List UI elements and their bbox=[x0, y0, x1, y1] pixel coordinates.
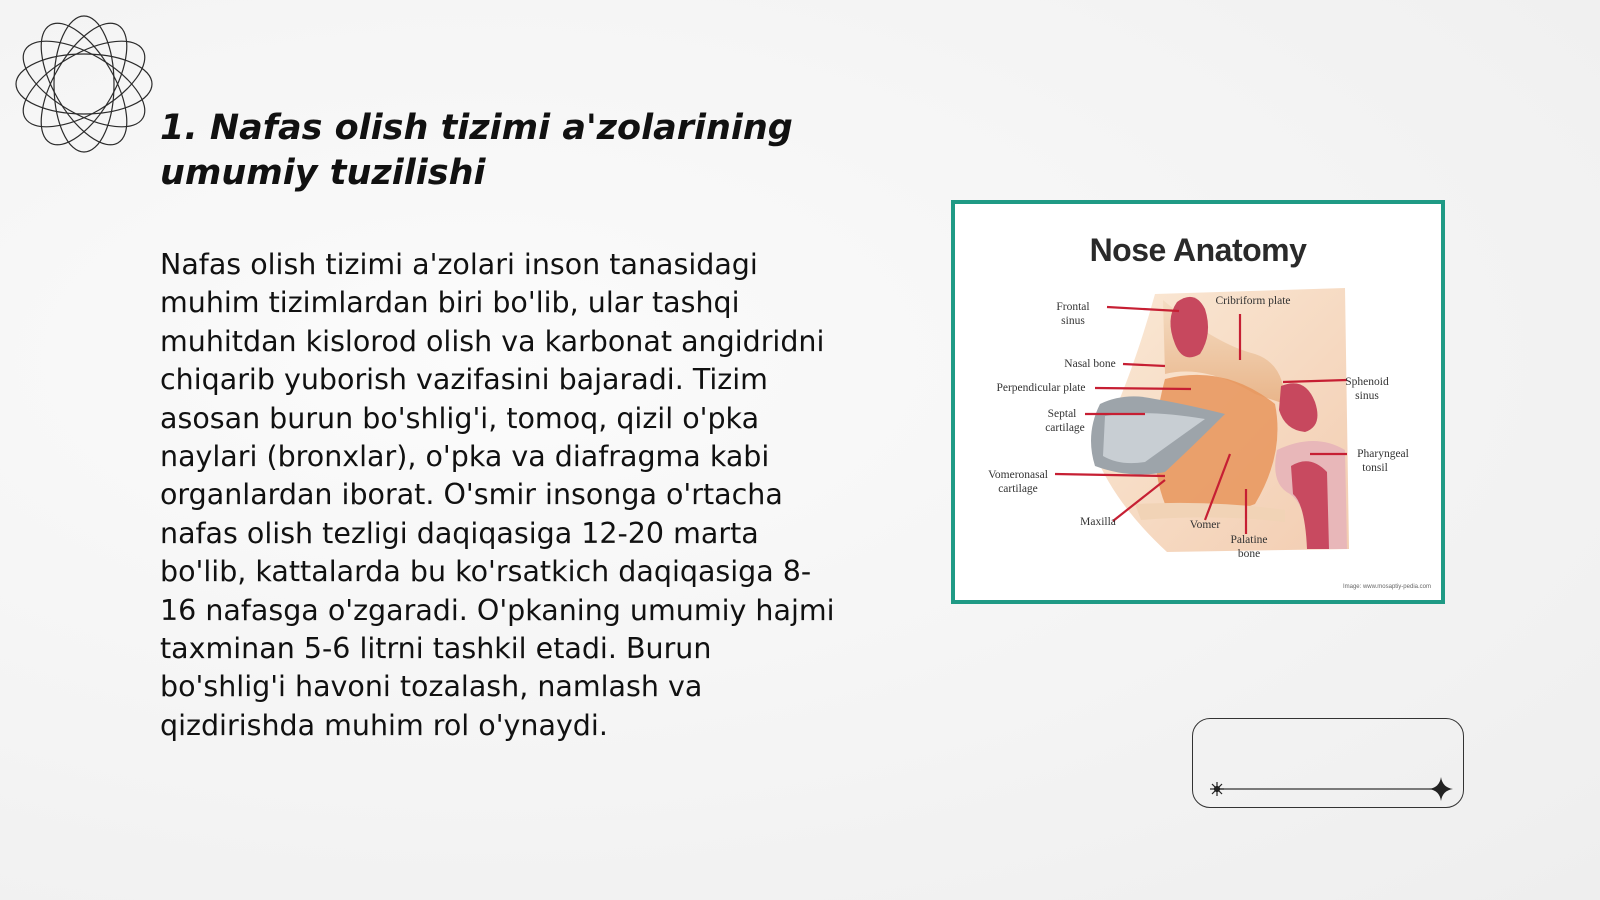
label-sphenoid-sinus-1: Sphenoid bbox=[1345, 376, 1389, 388]
figure-credit: Image: www.mosaptiy-pedia.com bbox=[1342, 584, 1431, 590]
label-perpendicular-plate: Perpendicular plate bbox=[996, 382, 1086, 394]
sparkle-star-icon bbox=[1429, 777, 1453, 801]
nose-anatomy-figure bbox=[951, 200, 1445, 604]
slide-body-text: Nafas olish tizimi a'zolari inson tanasidagi muhim tizimlardan biri bo'lib, ular tashqi muhitdan kislorod olish va karbonat angidridni chiqarib yuborish vazifasini bajaradi. Tizim asosan burun bo'shlig'i, tomoq, qizil o'pka naylari (bronxlar), o'pka va diafragma kabi organlardan iborat. O'smir insonga o'rtacha nafas olish tezligi daqiqasiga 12-20 marta bo'lib, kattalarda bu ko'rsatkich daqiqasiga 8-16 nafasga o'zgaradi. O'pkaning umumiy hajmi taxminan 5-6 litrni tashkil etadi. Burun bo'shlig'i havoni tozalash, namlash va qizdirishda muhim rol o'ynaydi. bbox=[160, 248, 835, 742]
label-nasal-bone: Nasal bone bbox=[1064, 358, 1116, 370]
label-pharyngeal-tonsil-1: Pharyngeal bbox=[1357, 448, 1409, 460]
label-frontal-sinus-2: sinus bbox=[1061, 315, 1085, 327]
slide-title: 1. Nafas olish tizimi a'zolarining umumiy tuzilishi bbox=[160, 108, 793, 193]
sunburst-icon bbox=[1210, 782, 1224, 796]
label-pharyngeal-tonsil-2: tonsil bbox=[1362, 462, 1388, 474]
label-vomeronasal-cartilage-1: Vomeronasal bbox=[988, 469, 1048, 481]
label-septal-cartilage-1: Septal bbox=[1047, 408, 1077, 420]
circle-knot-ornament-icon bbox=[10, 10, 158, 158]
decorative-line-widget bbox=[1192, 718, 1464, 808]
label-vomer: Vomer bbox=[1189, 519, 1221, 531]
label-maxilla: Maxilla bbox=[1080, 516, 1116, 528]
label-cribriform-plate: Cribriform plate bbox=[1215, 295, 1291, 307]
nose-anatomy-illustration bbox=[955, 204, 1441, 600]
label-frontal-sinus-1: Frontal bbox=[1056, 301, 1090, 313]
label-sphenoid-sinus-2: sinus bbox=[1355, 390, 1379, 402]
label-palatine-bone-2: bone bbox=[1237, 548, 1261, 560]
figure-title: Nose Anatomy bbox=[1089, 232, 1307, 268]
label-septal-cartilage-2: cartilage bbox=[1045, 422, 1085, 434]
label-palatine-bone-1: Palatine bbox=[1230, 534, 1268, 546]
label-vomeronasal-cartilage-2: cartilage bbox=[998, 483, 1038, 495]
